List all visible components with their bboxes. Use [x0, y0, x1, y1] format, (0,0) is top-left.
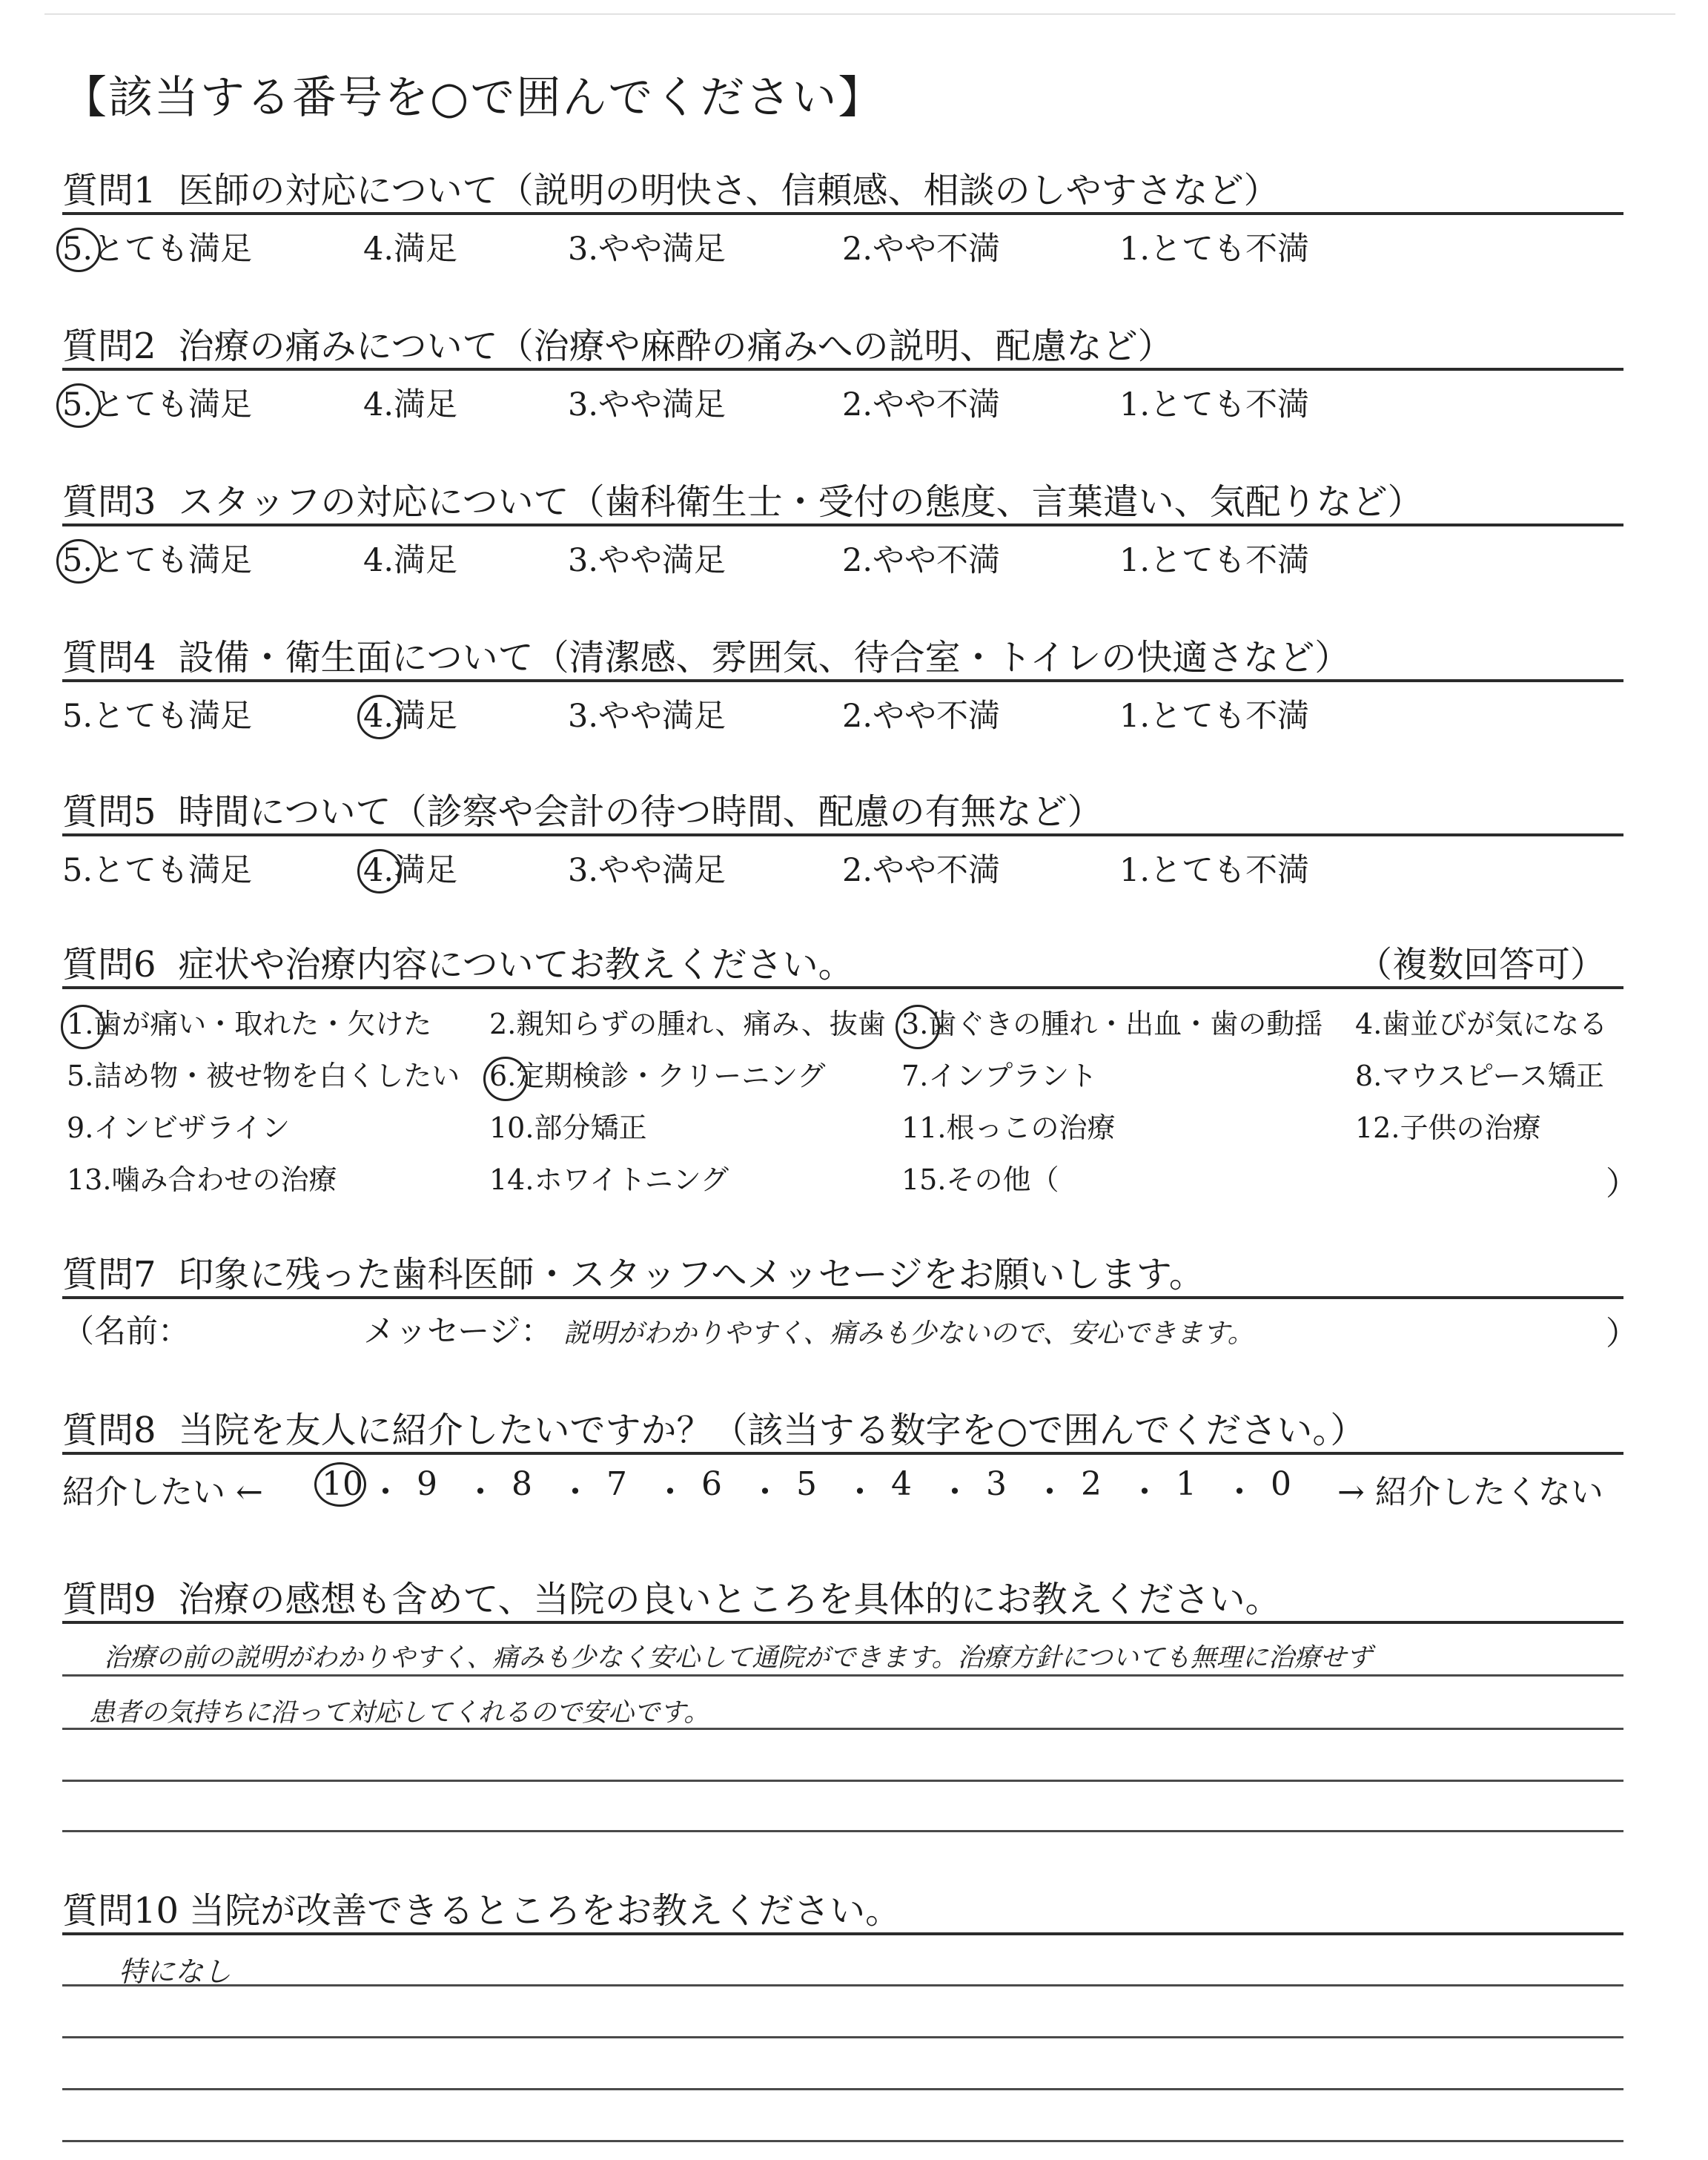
question-number: 質問10: [62, 1890, 179, 1932]
rating-option[interactable]: [842, 380, 1000, 425]
question-7-title: [62, 1246, 1205, 1297]
option-number: 5: [62, 386, 83, 423]
rating-option[interactable]: [363, 380, 457, 425]
question-2-rule: [62, 368, 1623, 371]
option-label: .子供の治療: [1391, 1112, 1541, 1144]
scale-separator: ・: [1128, 1473, 1161, 1511]
question-number: 質問8: [62, 1410, 156, 1451]
question-number: 質問1: [62, 170, 156, 211]
question-text: 治療の感想も含めて、当院の良いところを具体的にお教えください。: [178, 1579, 1281, 1620]
form-instruction-header: 【該当する番号を○で囲んでください】: [62, 72, 884, 124]
option-number: 5: [62, 542, 83, 579]
symptom-option[interactable]: [489, 1105, 646, 1146]
option-number: 1: [1119, 386, 1140, 423]
option-label: .満足: [383, 231, 458, 268]
scale-separator: ・: [939, 1473, 971, 1511]
option-label: .インプラント: [919, 1060, 1098, 1092]
scale-separator: ・: [654, 1473, 686, 1511]
rating-option[interactable]: [568, 380, 726, 425]
option-label: .やや不満: [862, 231, 1001, 268]
symptom-option[interactable]: [1355, 1105, 1540, 1146]
option-number: 6: [489, 1060, 508, 1092]
option-label: .とても満足: [82, 386, 253, 423]
option-number: 2: [842, 386, 863, 423]
option-label: .根っこの治療: [937, 1112, 1116, 1144]
option-number: 15: [901, 1163, 938, 1196]
message-close-paren: ）: [1606, 1315, 1638, 1353]
option-label: .とても不満: [1139, 231, 1310, 268]
question-4-title: [62, 629, 1350, 680]
multiple-answer-note: （複数回答可）: [1357, 944, 1606, 985]
option-label: .歯が痛い・取れた・欠けた: [85, 1008, 432, 1040]
option-number: 5: [67, 1060, 85, 1092]
option-number: 3: [568, 542, 589, 579]
option-label: .とても満足: [82, 698, 253, 735]
symptom-option[interactable]: [67, 1001, 431, 1042]
question-6-rule: [62, 986, 1623, 989]
scale-value[interactable]: 0: [1271, 1465, 1291, 1503]
option-label: .部分矯正: [525, 1112, 647, 1144]
question-number: 質問2: [62, 326, 156, 367]
option-number: 4: [363, 698, 384, 735]
rating-option[interactable]: [363, 535, 457, 581]
option-number: 3: [568, 386, 589, 423]
option-label: .とても不満: [1139, 386, 1310, 423]
option-number: 12: [1355, 1112, 1391, 1144]
option-label: .やや満足: [588, 231, 726, 268]
scale-separator: ・: [749, 1473, 781, 1511]
option-number: 7: [901, 1060, 920, 1092]
symptom-option[interactable]: [1355, 1053, 1604, 1094]
scale-separator: ・: [464, 1473, 497, 1511]
symptom-option[interactable]: [489, 1157, 729, 1198]
answer-line: [62, 1830, 1623, 1832]
option-label: .とても満足: [82, 852, 253, 889]
symptom-option[interactable]: [901, 1001, 1323, 1042]
option-label: .やや満足: [588, 852, 726, 889]
rating-option[interactable]: [568, 224, 726, 269]
rating-option[interactable]: [1119, 691, 1309, 736]
answer-line: [62, 2036, 1623, 2038]
option-number: 4: [363, 542, 384, 579]
question-8-rule: [62, 1452, 1623, 1455]
option-number: 10: [489, 1112, 526, 1144]
question-text: 印象に残った歯科医師・スタッフへメッセージをお願いします。: [178, 1254, 1205, 1295]
option-number: 2: [842, 852, 863, 889]
scale-value[interactable]: 7: [606, 1465, 627, 1503]
option-number: 2: [842, 542, 863, 579]
option-label: .やや満足: [588, 542, 726, 579]
rating-option[interactable]: [1119, 224, 1309, 269]
option-number: 5: [62, 852, 83, 889]
question-text: スタッフの対応について（歯科衛生士・受付の態度、言葉遣い、気配りなど）: [178, 481, 1423, 523]
question-6-title: [62, 936, 854, 987]
option-label: .やや不満: [862, 386, 1001, 423]
question-number: 質問9: [62, 1579, 156, 1620]
rating-option[interactable]: [842, 691, 1000, 736]
option-label: .とても満足: [82, 231, 253, 268]
other-close-paren: ）: [1606, 1165, 1638, 1203]
scale-value[interactable]: 3: [986, 1465, 1007, 1503]
question-9-rule: [62, 1621, 1623, 1624]
rating-option[interactable]: [363, 224, 457, 269]
rating-option[interactable]: [568, 845, 726, 891]
question-number: 質問3: [62, 481, 156, 523]
rating-option[interactable]: [568, 691, 726, 736]
option-label: .歯並びが気になる: [1373, 1008, 1608, 1040]
option-number: 3: [568, 698, 589, 735]
symptom-option[interactable]: [901, 1105, 1115, 1146]
page-top-edge: [44, 13, 1675, 15]
scale-value[interactable]: 2: [1081, 1465, 1102, 1503]
option-label: .やや不満: [862, 852, 1001, 889]
option-number: 9: [67, 1112, 85, 1144]
option-number: 5: [62, 698, 83, 735]
scale-separator: ・: [1033, 1473, 1066, 1511]
option-label: .ホワイトニング: [525, 1163, 729, 1196]
question-1-rule: [62, 212, 1623, 215]
answer-line: [62, 2088, 1623, 2090]
scale-value[interactable]: 10: [322, 1465, 363, 1503]
handwritten-improvement-answer: 特になし: [119, 1955, 232, 1988]
question-3-title: [62, 473, 1423, 524]
option-label: .定期検診・クリーニング: [507, 1060, 826, 1092]
scale-value[interactable]: 5: [796, 1465, 817, 1503]
handwritten-answer-line-1: 治療の前の説明がわかりやすく、痛みも少なく安心して通院ができます。治療方針についても無理に治療せず: [104, 1643, 1372, 1673]
option-label: .満足: [383, 386, 458, 423]
rating-option[interactable]: [62, 845, 252, 891]
question-5-title: [62, 783, 1103, 834]
option-number: 1: [1119, 542, 1140, 579]
rating-option[interactable]: [568, 535, 726, 581]
rating-option[interactable]: [363, 845, 457, 891]
option-number: 11: [901, 1112, 938, 1144]
option-number: 3: [901, 1008, 920, 1040]
symptom-option[interactable]: [901, 1157, 1059, 1198]
question-7-rule: [62, 1296, 1623, 1299]
option-label: .満足: [383, 698, 458, 735]
scale-separator: ・: [844, 1473, 876, 1511]
option-label: .その他（: [937, 1163, 1059, 1196]
symptom-option[interactable]: [901, 1053, 1097, 1094]
option-number: 2: [842, 231, 863, 268]
scale-separator: ・: [559, 1473, 592, 1511]
question-9-title: [62, 1571, 1281, 1622]
scale-right-label: → 紹介したくない: [1337, 1473, 1603, 1511]
option-label: .マウスピース矯正: [1373, 1060, 1604, 1092]
question-5-rule: [62, 833, 1623, 836]
scale-separator: ・: [1223, 1473, 1256, 1511]
question-number: 質問4: [62, 637, 156, 678]
symptom-option[interactable]: [489, 1001, 886, 1042]
question-8-title: [62, 1401, 1366, 1453]
symptom-option[interactable]: [489, 1053, 826, 1094]
handwritten-message: 説明がわかりやすく、痛みも少ないので、安心できます。: [563, 1318, 1254, 1349]
symptom-option[interactable]: [67, 1105, 290, 1146]
option-label: .満足: [383, 852, 458, 889]
question-10-title: [62, 1882, 901, 1933]
rating-option[interactable]: [1119, 845, 1309, 891]
option-label: .やや不満: [862, 542, 1001, 579]
option-label: .満足: [383, 542, 458, 579]
rating-option[interactable]: [62, 224, 252, 269]
message-label: メッセージ：: [363, 1313, 553, 1350]
option-label: .とても満足: [82, 542, 253, 579]
question-number: 質問6: [62, 944, 156, 985]
scale-value[interactable]: 9: [417, 1465, 437, 1503]
option-number: 4: [1355, 1008, 1374, 1040]
question-text: 当院が改善できるところをお教えください。: [189, 1890, 901, 1932]
option-number: 1: [1119, 231, 1140, 268]
answer-line: [62, 1780, 1623, 1782]
symptom-option[interactable]: [67, 1053, 460, 1094]
option-number: 1: [1119, 698, 1140, 735]
scale-separator: ・: [369, 1473, 402, 1511]
answer-line: [62, 1728, 1623, 1730]
question-1-title: [62, 162, 1280, 213]
question-number: 質問5: [62, 791, 156, 833]
question-text: 設備・衛生面について（清潔感、雰囲気、待合室・トイレの快適さなど）: [178, 637, 1351, 678]
option-label: .親知らずの腫れ、痛み、抜歯: [507, 1008, 886, 1040]
answer-line: [62, 1674, 1623, 1677]
answer-line: [62, 2140, 1623, 2142]
scale-value[interactable]: 8: [512, 1465, 532, 1503]
option-number: 4: [363, 231, 384, 268]
option-label: .とても不満: [1139, 852, 1310, 889]
question-number: 質問7: [62, 1254, 156, 1295]
option-label: .やや満足: [588, 698, 726, 735]
option-number: 3: [568, 852, 589, 889]
option-label: .やや満足: [588, 386, 726, 423]
rating-option[interactable]: [842, 845, 1000, 891]
scale-value[interactable]: 1: [1176, 1465, 1196, 1503]
option-number: 4: [363, 386, 384, 423]
option-label: .詰め物・被せ物を白くしたい: [85, 1060, 460, 1092]
question-3-rule: [62, 524, 1623, 526]
option-number: 5: [62, 231, 83, 268]
option-label: .やや不満: [862, 698, 1001, 735]
question-4-rule: [62, 679, 1623, 682]
answer-line: [62, 1984, 1623, 1986]
question-text: 当院を友人に紹介したいですか？（該当する数字を○で囲んでください。）: [178, 1410, 1366, 1451]
option-label: .とても不満: [1139, 542, 1310, 579]
option-label: .歯ぐきの腫れ・出血・歯の動揺: [919, 1008, 1323, 1040]
option-label: .とても不満: [1139, 698, 1310, 735]
option-number: 2: [842, 698, 863, 735]
rating-option[interactable]: [842, 224, 1000, 269]
option-label: .噛み合わせの治療: [102, 1163, 337, 1196]
option-number: 2: [489, 1008, 508, 1040]
option-label: .インビザライン: [85, 1112, 291, 1144]
question-10-rule: [62, 1932, 1623, 1935]
rating-option[interactable]: [1119, 535, 1309, 581]
scale-value[interactable]: 4: [891, 1465, 912, 1503]
question-text: 医師の対応について（説明の明快さ、信頼感、相談のしやすさなど）: [178, 170, 1280, 211]
rating-option[interactable]: [62, 535, 252, 581]
rating-option[interactable]: [62, 691, 252, 736]
rating-option[interactable]: [1119, 380, 1309, 425]
rating-option[interactable]: [842, 535, 1000, 581]
question-text: 症状や治療内容についてお教えください。: [178, 944, 854, 985]
name-label: （名前：: [62, 1313, 190, 1350]
option-number: 4: [363, 852, 384, 889]
rating-option[interactable]: [62, 380, 252, 425]
option-number: 13: [67, 1163, 103, 1196]
handwritten-answer-line-2: 患者の気持ちに沿って対応してくれるので安心です。: [89, 1698, 710, 1728]
option-number: 1: [67, 1008, 85, 1040]
symptom-option[interactable]: [67, 1157, 337, 1198]
option-number: 14: [489, 1163, 526, 1196]
question-text: 時間について（診察や会計の待つ時間、配慮の有無など）: [178, 791, 1103, 833]
scale-left-label: 紹介したい ←: [62, 1473, 263, 1511]
rating-option[interactable]: [363, 691, 457, 736]
symptom-option[interactable]: [1355, 1001, 1607, 1042]
option-number: 1: [1119, 852, 1140, 889]
question-2-title: [62, 317, 1174, 369]
option-number: 3: [568, 231, 589, 268]
question-text: 治療の痛みについて（治療や麻酔の痛みへの説明、配慮など）: [178, 326, 1174, 367]
scale-value[interactable]: 6: [701, 1465, 722, 1503]
option-number: 8: [1355, 1060, 1374, 1092]
